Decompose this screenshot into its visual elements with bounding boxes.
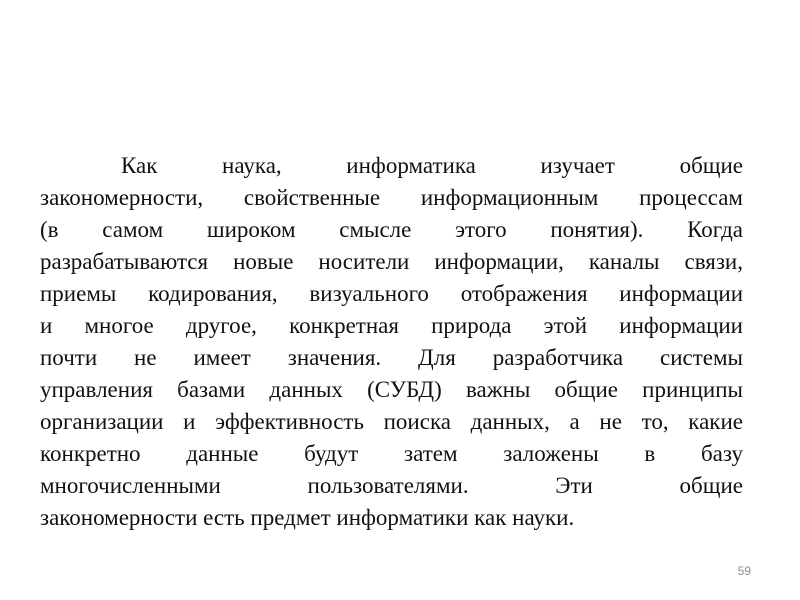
paragraph-line-9: организации и эффективность поиска данных, а не то, какие	[40, 409, 743, 434]
paragraph-line-3: (в самом широком смысле этого понятия). Когда	[40, 217, 743, 242]
page-number: 59	[737, 564, 751, 578]
paragraph	[40, 150, 743, 534]
paragraph-line-6: и многое другое, конкретная природа этой информации	[40, 313, 743, 338]
paragraph-line-8: управления базами данных (СУБД) важны общие принципы	[40, 377, 743, 402]
paragraph-line-7: почти не имеет значения. Для разработчика системы	[40, 345, 743, 370]
paragraph-line-2: закономерности, свойственные информационным процессам	[40, 185, 743, 210]
paragraph-line-5: приемы кодирования, визуального отображения информации	[40, 281, 743, 306]
paragraph-line-12: закономерности есть предмет информатики как науки.	[40, 505, 575, 530]
paragraph-line-4: разрабатываются новые носители информации, каналы связи,	[40, 249, 743, 274]
paragraph-line-11: многочисленными пользователями. Эти общие	[40, 473, 743, 498]
paragraph-line-1: Как наука, информатика изучает общие	[121, 153, 743, 178]
paragraph-line-10: конкретно данные будут затем заложены в базу	[40, 441, 743, 466]
